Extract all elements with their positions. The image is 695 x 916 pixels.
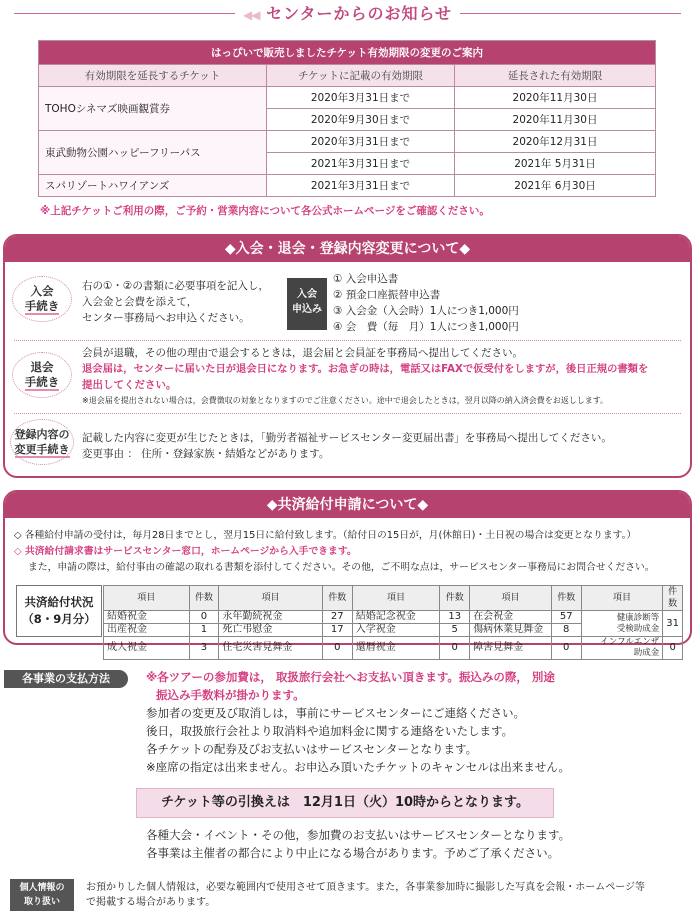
join-line: センター事務局へお申込ください。: [82, 312, 250, 324]
change-line: 変更事由 ： 住所・登録家族・結婚などがあります。: [82, 448, 330, 460]
payment-line: 各チケットの配券及びお支払いはサービスセンターとなります。: [146, 742, 478, 756]
benefit-item-part: 健康診断等: [616, 612, 660, 623]
ticket-exchange-highlight: チケット等の引換えは 12月1日（火）10時からとなります。: [136, 788, 554, 818]
benefits-text: [14, 528, 655, 576]
leave-warning-cont: 提出してください。: [82, 379, 177, 391]
payment-warning-cont: 振込み手数料が掛かります。: [156, 688, 305, 702]
ticket-orig: 2020年9月30日まで: [267, 109, 455, 131]
leave-badge-line1: 退会: [30, 360, 54, 374]
benefit-count: 13: [440, 611, 470, 624]
benefit-item: 住宅災害見舞金: [219, 637, 322, 660]
col-count: 件数: [189, 586, 219, 611]
payment-line: ※座席の指定は出来ません。お申込み頂いたチケットのキャンセルは出来ません。: [146, 760, 570, 774]
ticket-note: ※上記チケットご利用の際，ご予約・営業内容について各公式ホームページをご確認ください。: [40, 205, 490, 217]
page-title-text: センターからのお知らせ: [266, 4, 452, 23]
membership-title: ◆入会・退会・登録内容変更について◆: [5, 236, 690, 262]
privacy-tag-line1: 個人情報の: [19, 883, 65, 893]
benefits-line-pink: ◇ 共済給付請求書はサービスセンター窓口，ホームページから入手できます。: [14, 546, 357, 557]
table-row: [39, 175, 656, 197]
ticket-ext: 2020年12月31日: [455, 131, 656, 153]
privacy-tag: [10, 879, 74, 911]
join-item: ② 預金口座振替申込書: [333, 289, 441, 301]
col-count: 件数: [551, 586, 581, 611]
ticket-ext: 2021年 6月30日: [455, 175, 656, 197]
benefit-item: 出産祝金: [104, 624, 190, 637]
change-badge-line2: 変更手続き: [14, 443, 70, 456]
benefit-count: 27: [322, 611, 352, 624]
join-line: 入会金と会費を添えて，: [82, 296, 198, 308]
status-label-line1: 共済給付状況: [24, 595, 94, 609]
ticket-table-caption: はっぴいで販売しましたチケット有効期限の変更のご案内: [39, 41, 656, 65]
change-badge: [10, 419, 74, 465]
ticket-ext: 2021年 5月31日: [455, 153, 656, 175]
col-item: 項目: [581, 586, 663, 611]
benefit-count: 5: [440, 624, 470, 637]
benefit-item-health: [581, 611, 663, 637]
leave-badge-line2: 手続き: [24, 375, 60, 389]
leave-warning: 退会届は，センターに届いた日が退会日になります。お急ぎの時は，電話又はFAXで仮受付をしますが，後日正規の書類を: [82, 363, 649, 375]
change-text: [82, 430, 612, 462]
benefit-count: 1: [189, 624, 219, 637]
benefit-item: 結婚祝金: [104, 611, 190, 624]
benefit-count: 8: [551, 624, 581, 637]
benefit-item: 障害見舞金: [470, 637, 552, 660]
benefit-item-flu: [581, 637, 663, 660]
payment-line: 各事業は主催者の都合により中止になる場合があります。予めご了承ください。: [146, 846, 560, 860]
join-items: [333, 271, 519, 335]
ticket-extension-table: [38, 40, 656, 197]
join-badge-line2: 手続き: [24, 299, 60, 313]
col-count: 件数: [322, 586, 352, 611]
ticket-ext: 2020年11月30日: [455, 87, 656, 109]
benefits-line: また，申請の際は，給付事由の確認の取れる書類を添付してください。その他，ご不明な点は，サービスセンター事務局にお問合せください。: [28, 562, 655, 573]
benefit-item: 還暦祝金: [352, 637, 440, 660]
ticket-name: 東武動物公園ハッピーフリーパス: [39, 131, 267, 175]
ticket-orig: 2020年3月31日まで: [267, 87, 455, 109]
benefit-status-label: [16, 585, 102, 637]
benefits-table-header: [104, 586, 683, 611]
change-badge-line1: 登録内容の: [14, 428, 70, 441]
ticket-orig: 2021年3月31日まで: [267, 153, 455, 175]
benefit-item-part: 受検助成金: [616, 623, 660, 634]
ticket-orig: 2020年3月31日まで: [267, 131, 455, 153]
payment-line: 後日，取扱旅行会社より取消料や追加料金に関する連絡をいたします。: [146, 724, 514, 738]
join-item: ① 入会申込書: [333, 273, 399, 285]
col-item: 項目: [219, 586, 322, 611]
benefit-item: 在会祝金: [470, 611, 552, 624]
leave-note: ※退会届を提出されない場合は，会費徴収の対象となりますのでご注意ください。途中で退会したときは，翌月以降の納入済会費をお返しします。: [82, 396, 609, 405]
benefit-count: 3: [189, 637, 219, 660]
ticket-ext: 2020年11月30日: [455, 109, 656, 131]
col-count: 件数: [663, 586, 683, 611]
col-item: 項目: [352, 586, 440, 611]
join-item: ④ 会 費（毎 月）1人につき1,000円: [333, 321, 519, 333]
divider: [14, 413, 681, 414]
benefit-item: 成人祝金: [104, 637, 190, 660]
benefit-item-part: インフルエンザ: [600, 637, 660, 647]
join-item: ③ 入会金（入会時）1人につき1,000円: [333, 305, 519, 317]
col-item: 項目: [470, 586, 552, 611]
apply-label: [287, 278, 327, 330]
col-count: 件数: [440, 586, 470, 611]
benefit-count: 0: [440, 637, 470, 660]
join-text: [82, 278, 269, 326]
benefit-item: 死亡弔慰金: [219, 624, 322, 637]
table-row: [104, 611, 683, 624]
col-extended-expiry: 延長された有効期限: [455, 65, 656, 87]
status-label-line2: （8・9月分）: [22, 612, 96, 626]
leave-badge: [12, 352, 72, 398]
ticket-orig: 2021年3月31日まで: [267, 175, 455, 197]
benefit-item: 傷病休業見舞金: [470, 624, 552, 637]
benefit-item: 永年勤続祝金: [219, 611, 322, 624]
page-title: [235, 0, 460, 28]
benefit-count: 17: [322, 624, 352, 637]
benefit-item: 入学祝金: [352, 624, 440, 637]
benefit-count: 0: [322, 637, 352, 660]
payment-text-2: [146, 826, 570, 862]
ticket-name: TOHOシネマズ映画観賞券: [39, 87, 267, 131]
privacy-line: お預かりした個人情報は，必要な範囲内で使用させて頂きます。また，各事業参加時に撮影した写真を会報・ホームページ等: [86, 882, 645, 893]
benefit-item: 結婚記念祝金: [352, 611, 440, 624]
col-ticket: 有効期限を延長するチケット: [39, 65, 267, 87]
privacy-text: [86, 880, 645, 910]
leave-line: 会員が退職，その他の理由で退会するときは，退会届と会員証を事務局へ提出してください。: [82, 347, 523, 359]
join-badge-line1: 入会: [30, 284, 54, 298]
col-item: 項目: [104, 586, 190, 611]
benefits-title: ◆共済給付申請について◆: [5, 492, 690, 518]
col-original-expiry: チケットに記載の有効期限: [267, 65, 455, 87]
benefit-count: 0: [551, 637, 581, 660]
apply-label-line1: 入会: [297, 289, 317, 300]
table-row: [104, 637, 683, 660]
benefits-line: ◇ 各種給付申請の受付は，毎月28日までとし，翌月15日に給付致します。（給付日の15日が，月(休館日)・土日祝の場合は変更となります。）: [14, 530, 637, 541]
apply-label-line2: 申込み: [292, 304, 322, 315]
benefit-count: 0: [663, 637, 683, 660]
leave-text: [82, 345, 682, 409]
benefit-count: 31: [663, 611, 683, 637]
privacy-tag-line2: 取り扱い: [23, 897, 60, 907]
payment-line: 参加者の変更及び取消しは，事前にサービスセンターにご連絡ください。: [146, 706, 526, 720]
table-row: [39, 131, 656, 153]
change-line: 記載した内容に変更が生じたときは，「勤労者福祉サービスセンター変更届出書」を事務局へ提出してください。: [82, 432, 612, 444]
divider: [14, 340, 681, 341]
ticket-name: スパリゾートハワイアンズ: [39, 175, 267, 197]
payment-line: 各種大会・イベント・その他，参加費のお支払いはサービスセンターとなります。: [146, 828, 571, 842]
join-badge: [12, 276, 72, 322]
benefit-count: 57: [551, 611, 581, 624]
ticket-table-header: [39, 65, 656, 87]
benefit-item-part: 助成金: [633, 648, 660, 658]
deco-arrows-left: ◀◀: [243, 8, 260, 22]
payment-text: [146, 668, 570, 776]
table-row: [39, 87, 656, 109]
join-line: 右の①・②の書類に必要事項を記入し，: [82, 280, 269, 292]
benefits-table: [103, 585, 683, 660]
privacy-line: で掲載する場合があります。: [86, 897, 216, 908]
payment-warning: ※各ツアーの参加費は， 取扱旅行会社へお支払い頂きます。振込みの際， 別途: [146, 670, 555, 684]
benefit-count: 0: [189, 611, 219, 624]
payment-tag: 各事業の支払方法: [4, 670, 128, 688]
